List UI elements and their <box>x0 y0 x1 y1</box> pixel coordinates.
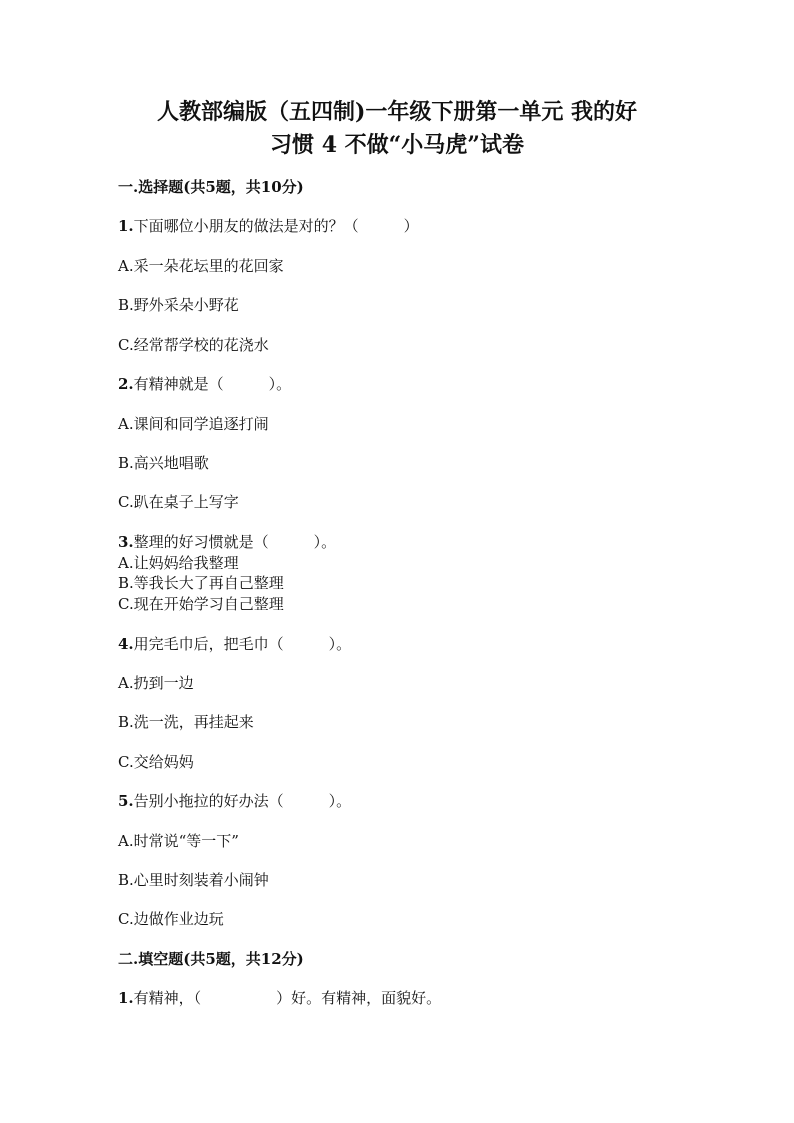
option-3c: C.现在开始学习自己整理 <box>118 595 284 613</box>
option-5a: A.时常说“等一下” <box>118 832 239 850</box>
section-heading-fill-in: 二.填空题(共5题，共12分) <box>118 950 304 968</box>
question-text: 有精神，（ ）好。有精神，面貌好。 <box>133 989 442 1007</box>
question-number: 1. <box>118 989 134 1007</box>
question-number: 1. <box>118 217 134 235</box>
option-4b: B.洗一洗，再挂起来 <box>118 713 254 731</box>
exam-title-line-1: 人教部编版（五四制)一年级下册第一单元 我的好 <box>156 99 638 125</box>
question-text: 下面哪位小朋友的做法是对的？（ ） <box>133 217 419 235</box>
question-number: 5. <box>118 792 134 810</box>
question-4 <box>118 634 351 654</box>
question-number: 2. <box>118 375 134 393</box>
option-4a: A.扔到一边 <box>118 674 194 692</box>
question-text: 告别小拖拉的好办法（ ）。 <box>133 792 352 810</box>
option-2b: B.高兴地唱歌 <box>118 454 209 472</box>
question-5 <box>118 791 351 811</box>
option-1a: A.采一朵花坛里的花回家 <box>118 257 284 275</box>
question-3 <box>118 532 336 552</box>
fill-question-1 <box>118 988 441 1008</box>
option-2a: A.课间和同学追逐打闹 <box>118 415 269 433</box>
option-1b: B.野外采朵小野花 <box>118 296 239 314</box>
option-2c: C.趴在桌子上写字 <box>118 493 239 511</box>
question-number: 4. <box>118 635 134 653</box>
question-text: 有精神就是（ ）。 <box>133 375 292 393</box>
question-2 <box>118 374 291 394</box>
option-3b: B.等我长大了再自己整理 <box>118 574 284 592</box>
option-1c: C.经常帮学校的花浇水 <box>118 336 269 354</box>
question-1 <box>118 216 419 236</box>
question-number: 3. <box>118 533 134 551</box>
exam-title-line-2: 习惯 4 不做“小马虎”试卷 <box>270 132 524 158</box>
section-heading-choice: 一.选择题(共5题，共10分) <box>118 178 304 196</box>
option-3a: A.让妈妈给我整理 <box>118 554 239 572</box>
question-text: 整理的好习惯就是（ ）。 <box>133 533 337 551</box>
question-text: 用完毛巾后，把毛巾（ ）。 <box>133 635 352 653</box>
option-4c: C.交给妈妈 <box>118 753 194 771</box>
option-5c: C.边做作业边玩 <box>118 910 224 928</box>
option-5b: B.心里时刻装着小闹钟 <box>118 871 269 889</box>
